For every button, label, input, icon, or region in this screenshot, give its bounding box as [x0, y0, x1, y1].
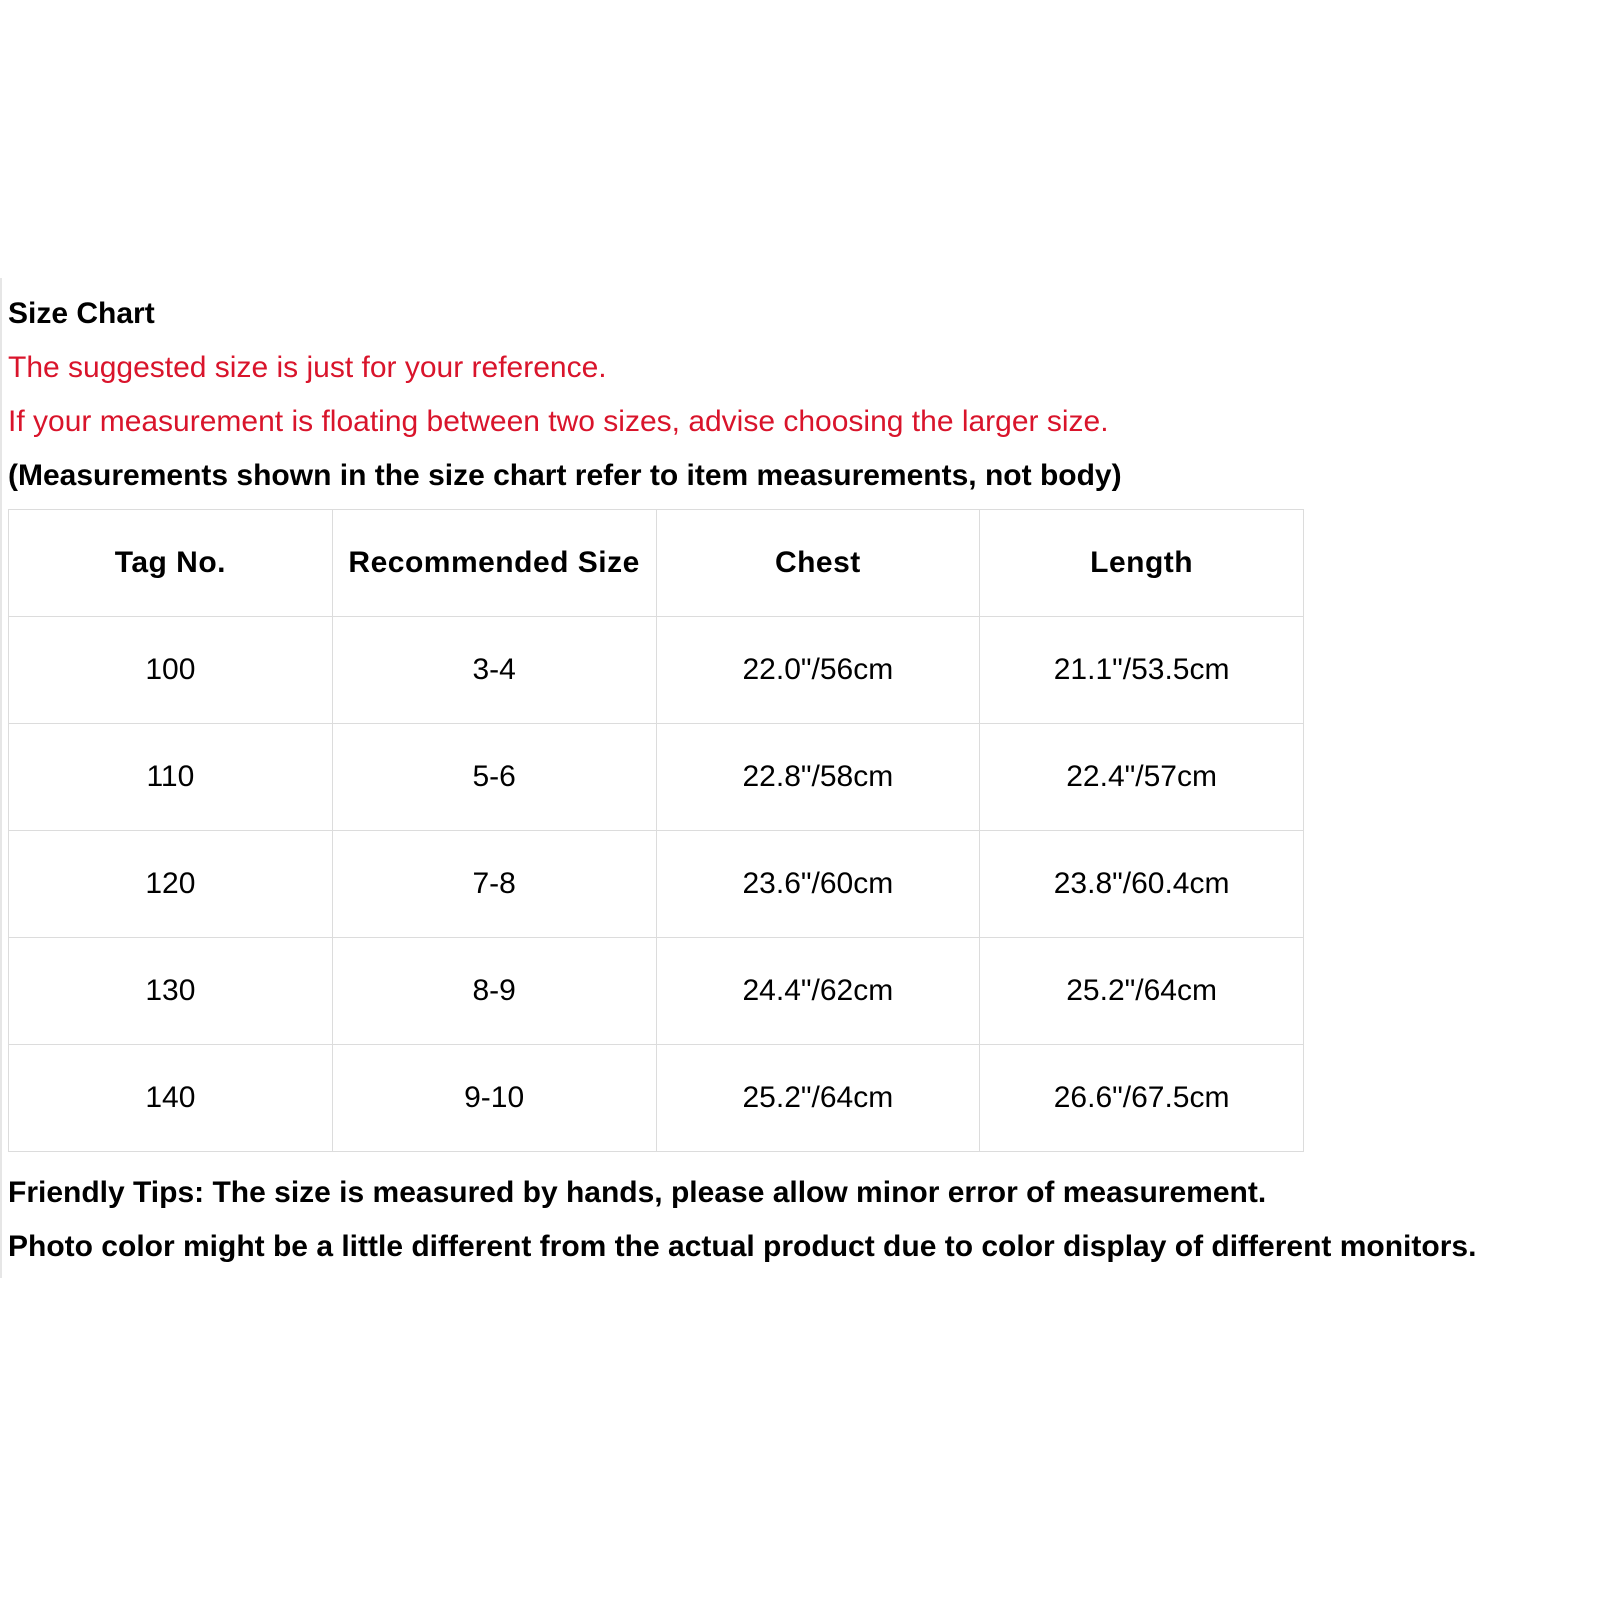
cell-recommended-size: 7-8 [332, 831, 656, 938]
header-chest: Chest [656, 510, 980, 617]
friendly-tips: Friendly Tips: The size is measured by hands, please allow minor error of measurement. [8, 1176, 1267, 1209]
cell-length: 25.2"/64cm [980, 938, 1304, 1045]
left-border-rule [0, 278, 2, 1278]
table-row [9, 617, 1304, 724]
cell-recommended-size: 5-6 [332, 724, 656, 831]
cell-length: 21.1"/53.5cm [980, 617, 1304, 724]
cell-recommended-size: 3-4 [332, 617, 656, 724]
reference-note: The suggested size is just for your reference. [8, 351, 607, 384]
size-chart-panel [8, 287, 1600, 1274]
table-row [9, 831, 1304, 938]
cell-length: 23.8"/60.4cm [980, 831, 1304, 938]
table-header-row [9, 510, 1304, 617]
cell-chest: 23.6"/60cm [656, 831, 980, 938]
cell-tag-no: 110 [9, 724, 333, 831]
table-row [9, 1045, 1304, 1152]
cell-chest: 24.4"/62cm [656, 938, 980, 1045]
photo-color-tip: Photo color might be a little different from the actual product due to color display of different monitors. [8, 1230, 1477, 1263]
size-chart-title: Size Chart [8, 297, 155, 330]
table-row [9, 938, 1304, 1045]
header-length: Length [980, 510, 1304, 617]
cell-recommended-size: 8-9 [332, 938, 656, 1045]
header-recommended-size: Recommended Size [332, 510, 656, 617]
cell-length: 26.6"/67.5cm [980, 1045, 1304, 1152]
cell-chest: 22.8"/58cm [656, 724, 980, 831]
cell-chest: 25.2"/64cm [656, 1045, 980, 1152]
size-table [8, 509, 1304, 1152]
cell-recommended-size: 9-10 [332, 1045, 656, 1152]
cell-tag-no: 130 [9, 938, 333, 1045]
header-tag-no: Tag No. [9, 510, 333, 617]
cell-length: 22.4"/57cm [980, 724, 1304, 831]
cell-chest: 22.0"/56cm [656, 617, 980, 724]
cell-tag-no: 120 [9, 831, 333, 938]
larger-size-note: If your measurement is floating between two sizes, advise choosing the larger size. [8, 405, 1109, 438]
cell-tag-no: 100 [9, 617, 333, 724]
table-row [9, 724, 1304, 831]
cell-tag-no: 140 [9, 1045, 333, 1152]
measurement-note: (Measurements shown in the size chart refer to item measurements, not body) [8, 459, 1122, 492]
